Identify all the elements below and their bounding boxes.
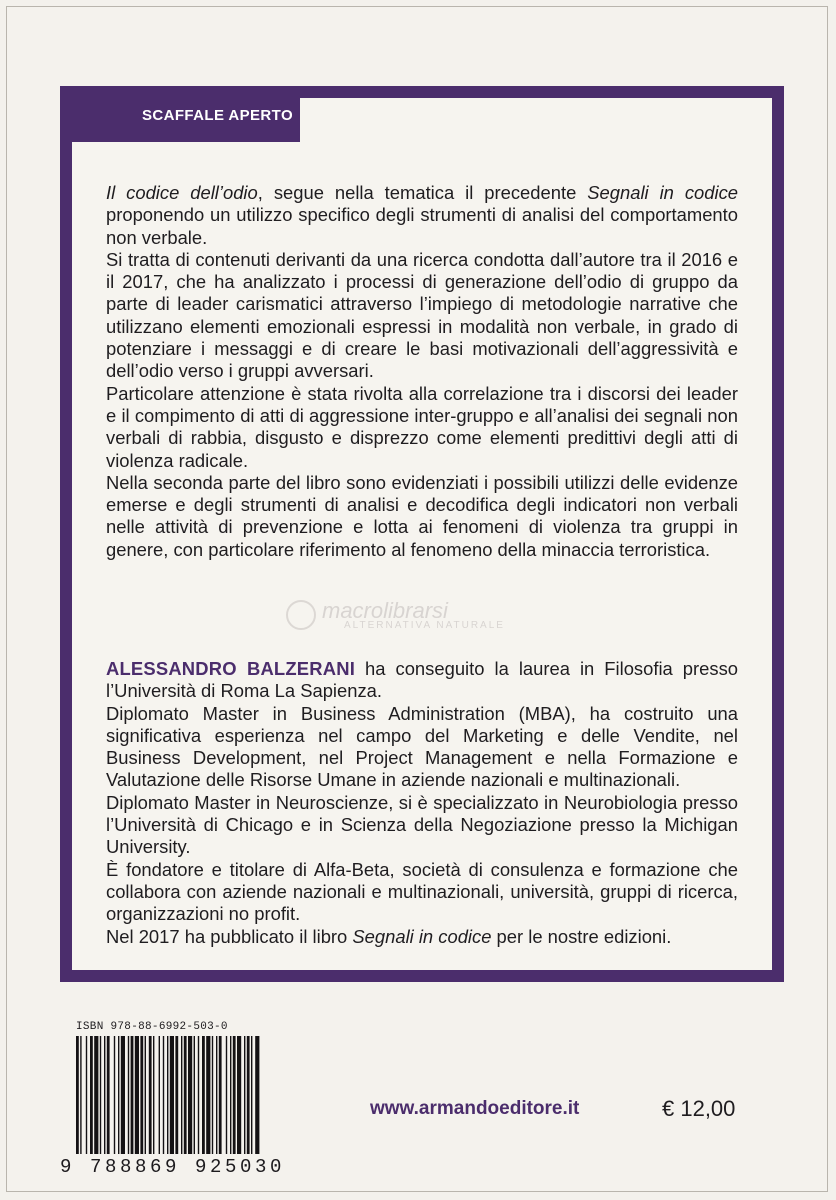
barcode-bar: [128, 1036, 129, 1154]
barcode-bar: [251, 1036, 252, 1154]
barcode-bar: [233, 1036, 236, 1154]
watermark-tagline: ALTERNATIVA NATURALE: [344, 620, 505, 631]
barcode-bar: [188, 1036, 192, 1154]
barcode-bar: [131, 1036, 134, 1154]
bio-paragraph-5: Nel 2017 ha pubblicato il libro Segnali in codice per le nostre edizioni.: [106, 925, 672, 947]
barcode-bar: [76, 1036, 79, 1154]
barcode-bar: [90, 1036, 93, 1154]
barcode-bar: [255, 1036, 259, 1154]
barcode-bar: [181, 1036, 182, 1154]
barcode-bar: [135, 1036, 139, 1154]
barcode-bar: [159, 1036, 160, 1154]
synopsis-paragraph-2: Si tratta di contenuti derivanti da una ricerca condotta dall’autore tra il 2016 e il 2017, che ha analizzato i processi di generazione dell’odio di gruppo da parte di leader carismatici attraverso l’impiego di metodologie narrative che utilizzano elementi emozionali espressi in modalità non verbale, in grado di potenziare i messaggi e di creare le basi motivazionali dell’aggressività e dell’odio verso i gruppi avversari.: [106, 248, 738, 382]
barcode-digits: 9 788869 925030: [60, 1156, 286, 1178]
bio-paragraph-2: Diplomato Master in Business Administration (MBA), ha costruito una significativa esperienza nel campo del Marketing e delle Vendite, nel Business Development, nel Project Management e nella Formazione e Valutazione delle Risorse Umane in aziende nazionali e multinazionali.: [106, 702, 738, 791]
bio-paragraph-4: È fondatore e titolare di Alfa-Beta, società di consulenza e formazione che collabora con aziende nazionali e multinazionali, università, gruppi di ricerca, organizzazioni no profit.: [106, 858, 738, 925]
barcode-bar: [175, 1036, 178, 1154]
isbn-label: ISBN 978-88-6992-503-0: [76, 1021, 228, 1033]
barcode-bar: [194, 1036, 195, 1154]
publisher-website[interactable]: www.armandoeditore.it: [370, 1098, 580, 1119]
barcode-bar: [212, 1036, 213, 1154]
previous-book-title: Segnali in codice: [587, 182, 738, 203]
barcode-bar: [118, 1036, 119, 1154]
synopsis-paragraph-1: Il codice dell’odio, segue nella tematica il precedente Segnali in codice proponendo un utilizzo specifico degli strumenti di analisi del comportamento non verbale.: [106, 182, 738, 248]
bio-paragraph-1: ALESSANDRO BALZERANI ha conseguito la laurea in Filosofia presso l’Università di Roma La Sapienza.: [106, 658, 738, 702]
barcode-bar: [170, 1036, 174, 1154]
barcode-bar: [94, 1036, 98, 1154]
barcode-bar: [237, 1036, 241, 1154]
barcode: [76, 1036, 316, 1154]
barcode-bar: [163, 1036, 164, 1154]
barcode-bar: [202, 1036, 205, 1154]
barcode-bar: [121, 1036, 125, 1154]
barcode-bar: [86, 1036, 87, 1154]
bio-paragraph-3: Diplomato Master in Neuroscienze, si è specializzato in Neurobiologia presso l’Università di Chicago e in Scienza della Negoziazione presso la Michigan University.: [106, 791, 738, 858]
barcode-bar: [230, 1036, 231, 1154]
barcode-bar: [198, 1036, 199, 1154]
barcode-bar: [149, 1036, 152, 1154]
synopsis-paragraph-3: Particolare attenzione è stata rivolta alla correlazione tra i discorsi dei leader e il compimento di atti di aggressione inter-gruppo e all’analisi dei segnali non verbali di rabbia, disgusto e disprezzo come elementi predittivi degli atti di violenza radicale.: [106, 382, 738, 471]
synopsis-paragraph-4: Nella seconda parte del libro sono evidenziati i possibili utilizzi delle evidenze emerse e degli strumenti di analisi e decodifica degli indicatori non verbali nelle attività di prevenzione e lotta ai fenomeni di violenza tra gruppi in genere, con particolare riferimento al fenomeno della minaccia terroristica.: [106, 471, 738, 560]
price: € 12,00: [662, 1096, 736, 1121]
barcode-bar: [80, 1036, 81, 1154]
series-label: SCAFFALE APERTO: [60, 86, 300, 142]
barcode-bar: [219, 1036, 222, 1154]
barcode-bar: [140, 1036, 143, 1154]
book-title: Il codice dell’odio: [106, 182, 258, 203]
synopsis: [106, 182, 738, 561]
barcode-bar: [104, 1036, 105, 1154]
author-bio: [106, 658, 738, 948]
barcode-bar: [114, 1036, 115, 1154]
watermark-name: macrolibrarsi: [322, 598, 448, 623]
barcode-bar: [247, 1036, 250, 1154]
barcode-bar: [244, 1036, 245, 1154]
barcode-bar: [226, 1036, 227, 1154]
barcode-bar: [145, 1036, 146, 1154]
barcode-bar: [206, 1036, 210, 1154]
barcode-bar: [100, 1036, 101, 1154]
barcode-bar: [167, 1036, 168, 1154]
barcode-bar: [184, 1036, 187, 1154]
barcode-bar: [216, 1036, 217, 1154]
barcode-bar: [153, 1036, 154, 1154]
barcode-bar: [107, 1036, 110, 1154]
bio-book-title: Segnali in codice: [352, 925, 492, 947]
author-name: ALESSANDRO BALZERANI: [106, 658, 356, 679]
